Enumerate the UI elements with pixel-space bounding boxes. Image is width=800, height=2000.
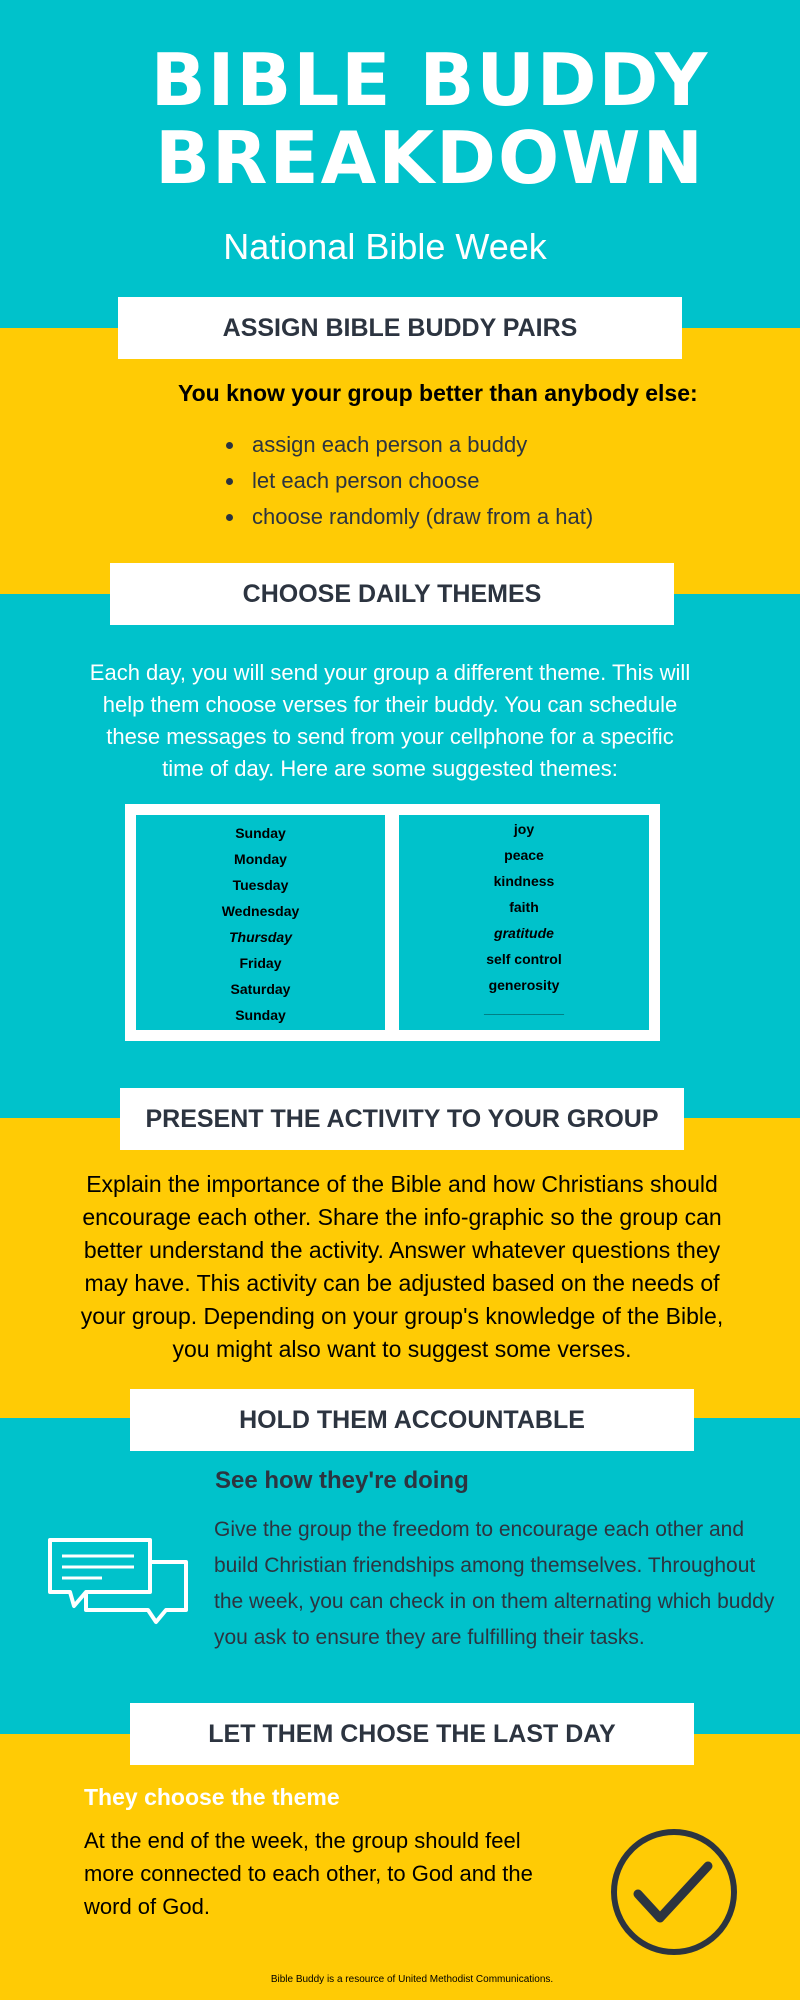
page-subtitle: National Bible Week	[223, 226, 547, 267]
section-1-bullet-list	[220, 427, 746, 535]
theme-cell: self control	[486, 951, 562, 967]
section-4-heading: HOLD THEM ACCOUNTABLE	[130, 1389, 694, 1451]
page-title-line-1: BIBLE BUDDY	[150, 38, 710, 122]
list-item: • assign each person a buddy	[246, 427, 746, 463]
section-2-heading: CHOOSE DAILY THEMES	[110, 563, 674, 625]
days-column	[136, 815, 385, 1030]
section-5-heading: LET THEM CHOSE THE LAST DAY	[130, 1703, 694, 1765]
section-1-heading: ASSIGN BIBLE BUDDY PAIRS	[118, 297, 682, 359]
day-cell: Monday	[234, 851, 287, 867]
list-item: • let each person choose	[246, 463, 746, 499]
section-4-paragraph: Give the group the freedom to encourage each other and build Christian friendships among themselves. Throughout the week, you can check in on them alternating which buddy you ask to ensure they are fulfilling their tasks.	[214, 1518, 775, 1649]
day-cell: Sunday	[235, 825, 286, 841]
theme-cell: kindness	[493, 873, 555, 889]
section-4-subheading: See how they're doing	[215, 1467, 469, 1494]
day-cell: Friday	[239, 955, 282, 971]
section-1-intro: You know your group better than anybody else:	[178, 380, 698, 406]
section-3-heading: PRESENT THE ACTIVITY TO YOUR GROUP	[120, 1088, 684, 1150]
themes-column	[399, 815, 649, 1030]
section-2-paragraph: Each day, you will send your group a different theme. This will help them choose verses for their buddy. You can schedule these messages to send from your cellphone for a specific time of day. Here are some suggested themes:	[89, 660, 691, 781]
section-5-paragraph: At the end of the week, the group should feel more connected to each other, to God and the word of God.	[84, 1828, 533, 1919]
day-cell: Saturday	[230, 981, 291, 997]
day-cell: Tuesday	[232, 877, 289, 893]
chat-bubbles-icon	[46, 1536, 192, 1628]
day-cell: Thursday	[228, 929, 292, 945]
theme-cell: faith	[509, 899, 539, 915]
theme-cell: peace	[504, 847, 544, 863]
section-3-paragraph: Explain the importance of the Bible and how Christians should encourage each other. Share the info-graphic so the group can better understand the activity. Answer whatever questions they may have. This activity can be adjusted based on the needs of your group. Depending on your group's knowledge of the Bible, you might also want to suggest some verses.	[80, 1171, 724, 1362]
theme-cell: generosity	[488, 977, 560, 993]
theme-cell: ________________	[483, 1006, 565, 1016]
theme-cell: gratitude	[494, 925, 554, 941]
list-item: • choose randomly (draw from a hat)	[246, 499, 746, 535]
theme-cell: joy	[513, 821, 535, 837]
section-5-subheading: They choose the theme	[84, 1784, 340, 1810]
day-cell: Sunday	[235, 1007, 286, 1023]
footer-credit: Bible Buddy is a resource of United Methodist Communications.	[270, 1974, 554, 1985]
themes-table	[125, 804, 660, 1041]
page-title-line-2: BREAKDOWN	[155, 116, 705, 200]
day-cell: Wednesday	[221, 903, 300, 919]
checkmark-circle-icon	[608, 1826, 740, 1958]
